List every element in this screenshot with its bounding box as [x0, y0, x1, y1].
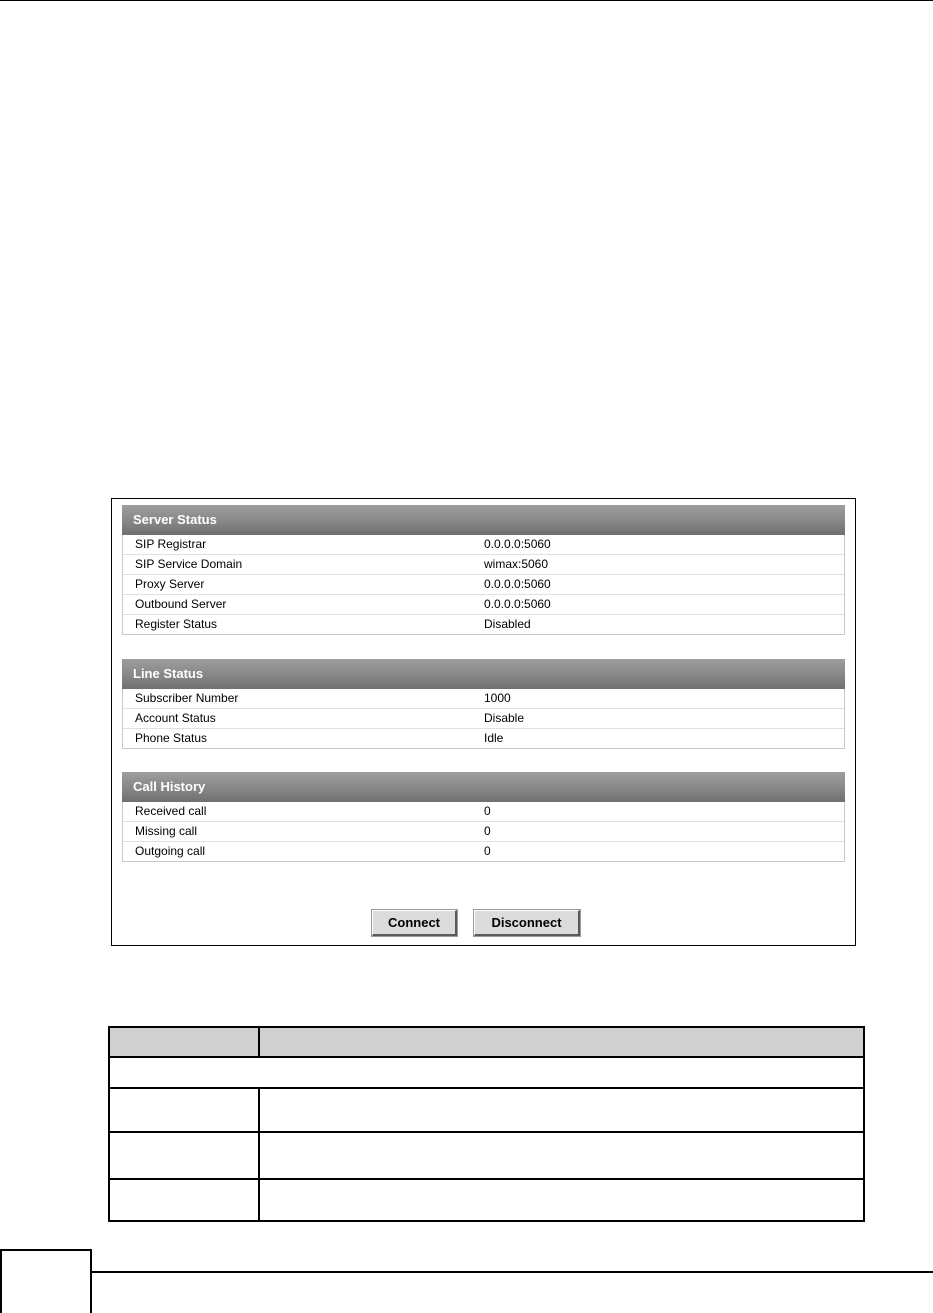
- connect-button[interactable]: Connect: [372, 910, 457, 936]
- phone-status-value: Idle: [484, 731, 504, 745]
- missing-call-label: Missing call: [135, 824, 198, 838]
- table-row: [123, 821, 844, 841]
- column-divider: [258, 1087, 260, 1222]
- footer-rule: [92, 1271, 933, 1273]
- page-number-box: [0, 1249, 92, 1313]
- sip-service-domain-value: wimax:5060: [484, 557, 549, 571]
- row-divider: [110, 1131, 863, 1133]
- subscriber-number-value: 1000: [484, 691, 511, 705]
- table-row: [123, 554, 844, 574]
- outgoing-call-value: 0: [484, 844, 491, 858]
- table-row: [123, 689, 844, 708]
- table-row: [123, 728, 844, 748]
- sip-service-domain-label: SIP Service Domain: [135, 557, 243, 571]
- outgoing-call-label: Outgoing call: [135, 844, 206, 858]
- table-row: [123, 708, 844, 728]
- voip-status-panel: [111, 498, 856, 946]
- proxy-server-value: 0.0.0.0:5060: [484, 577, 551, 591]
- sip-registrar-label: SIP Registrar: [135, 537, 207, 551]
- received-call-label: Received call: [135, 804, 207, 818]
- table-header-row: [110, 1028, 863, 1058]
- missing-call-value: 0: [484, 824, 491, 838]
- field-description-table: [108, 1026, 865, 1222]
- subscriber-number-label: Subscriber Number: [135, 691, 239, 705]
- server-status-header: Server Status: [122, 505, 845, 535]
- disconnect-button[interactable]: Disconnect: [474, 910, 580, 936]
- register-status-value: Disabled: [484, 617, 531, 631]
- phone-status-label: Phone Status: [135, 731, 208, 745]
- table-row: [123, 802, 844, 821]
- outbound-server-value: 0.0.0.0:5060: [484, 597, 551, 611]
- column-divider: [258, 1028, 260, 1058]
- line-status-section: [122, 659, 845, 749]
- account-status-value: Disable: [484, 711, 525, 725]
- table-row: [123, 535, 844, 554]
- table-row: [123, 594, 844, 614]
- row-divider: [110, 1178, 863, 1180]
- register-status-label: Register Status: [135, 617, 218, 631]
- button-bar: [112, 910, 855, 936]
- sip-registrar-value: 0.0.0.0:5060: [484, 537, 551, 551]
- row-divider: [110, 1087, 863, 1089]
- account-status-label: Account Status: [135, 711, 216, 725]
- top-rule: [0, 0, 933, 1]
- line-status-header: Line Status: [122, 659, 845, 689]
- call-history-section: [122, 772, 845, 862]
- call-history-rows: [122, 802, 845, 862]
- table-row: [123, 574, 844, 594]
- table-row: [123, 841, 844, 861]
- line-status-rows: [122, 689, 845, 749]
- outbound-server-label: Outbound Server: [135, 597, 227, 611]
- server-status-rows: [122, 535, 845, 635]
- table-row: [123, 614, 844, 634]
- received-call-value: 0: [484, 804, 491, 818]
- server-status-section: [122, 505, 845, 635]
- call-history-header: Call History: [122, 772, 845, 802]
- proxy-server-label: Proxy Server: [135, 577, 205, 591]
